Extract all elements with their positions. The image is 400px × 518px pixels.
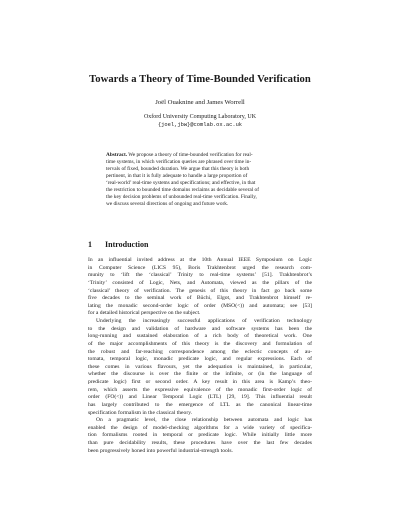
body-line: ‘classical’ theory of verification. The genesis of this theory in fact go back some — [88, 287, 312, 294]
body-line: tomata, temporal logic, monadic predicate logic, and regular expressions. Each of — [88, 356, 312, 363]
body-line: ‘Trinity’ consisted of Logic, Nets, and Automata, viewed as the pillars of the — [88, 279, 312, 286]
paper-authors: Joël Ouaknine and James Worrell — [155, 99, 245, 106]
body-line: enabled the design of model-checking algorithms for a wide variety of specifica- — [88, 424, 312, 431]
affiliation-block — [0, 113, 400, 129]
abstract-line: time systems, in which verification queries are phrased over time in- — [106, 159, 252, 165]
abstract-line: ‘real-world’ real-time systems and specifications; and effective, in that — [106, 180, 256, 186]
body-line: five decades to the seminal work of Büchi, Elgot, and Trakhtenbrot himself re- — [88, 295, 312, 302]
body-line: order (FO(<)) and Linear Temporal Logic (LTL) [29, 19]. This influential result — [88, 394, 312, 401]
body-line: the robust and far-reaching correspondence among the eclectic concepts of au- — [88, 348, 312, 355]
paper-title: Towards a Theory of Time-Bounded Verification — [89, 74, 311, 85]
body-line: been progressively honed into powerful industrial-strength tools. — [88, 447, 233, 454]
section-heading — [88, 240, 148, 249]
body-text — [88, 257, 312, 455]
body-line: lating the monadic second-order logic of order (MSO(<)) and automata; see [53] — [88, 302, 312, 309]
body-line: predicate logic) first or second order. A key result in this area is Kamp’s theo- — [88, 379, 312, 385]
abstract-label: Abstract. — [106, 152, 128, 158]
author-email: {joel,jbw}@comlab.ox.ac.uk — [157, 122, 243, 129]
section-title: Introduction — [105, 240, 149, 249]
abstract-line: we discuss several directions of ongoing and future work. — [106, 201, 229, 207]
body-line: rem, which asserts the expressive equivalence of the monadic first-order logic of — [88, 386, 312, 393]
affiliation: Oxford University Computing Laboratory, UK — [143, 114, 257, 120]
body-line: of the major accomplishments of this theory is the discovery and formulation of — [88, 340, 312, 347]
body-line: than pure decidability results, these procedures have over the last few decades — [88, 440, 312, 446]
body-line: has largely contributed to the emergence of LTL as the canonical linear-time — [88, 401, 312, 408]
abstract-line: tervals of fixed, bounded duration. We argue that this theory is both — [106, 166, 250, 172]
body-line: tion formalisms rooted in temporal or predicate logic. While initially little more — [88, 432, 312, 439]
abstract-line: the restriction to bounded time domains reclaims as decidable several of — [106, 187, 259, 193]
body-line: Underlying the increasingly successful applications of verification technology — [96, 318, 312, 324]
body-line: these comes in various flavours, yet the adequation is maintained, in particular, — [88, 363, 312, 370]
body-line: In an influential invited address at the 10th Annual IEEE Symposium on Logic — [88, 257, 312, 263]
body-line: On a pragmatic level, the close relationship between automata and logic has — [96, 417, 312, 424]
body-line: munity to ‘lift the ‘classical’ Trinity to real-time systems’ [51]. Trakhtenbrot’s — [88, 272, 312, 279]
body-line: long-running and sustained elaboration of a rich body of theoretical work. One — [88, 333, 312, 340]
abstract-line — [106, 152, 294, 159]
body-line: to the design and validation of hardware and software systems has been the — [88, 325, 312, 332]
section-number: 1 — [88, 240, 92, 249]
abstract-line-text: We propose a theory of time-bounded verification for real- — [128, 152, 253, 158]
abstract — [106, 152, 294, 208]
body-line: for a detailed historical perspective on the subject. — [88, 310, 201, 317]
body-line: in Computer Science (LICS 95), Boris Trakhtenbrot urged the research com- — [88, 264, 312, 271]
body-line: whether the discourse is over the finite or the infinite, or (in the language of — [88, 371, 312, 378]
abstract-line: pertinent, in that it is fully adequate to handle a large proportion of — [106, 173, 248, 179]
body-line: specification formalism in the classical theory. — [88, 409, 193, 416]
abstract-line: the key decision problems of unbounded real-time verification. Finally, — [106, 194, 257, 200]
